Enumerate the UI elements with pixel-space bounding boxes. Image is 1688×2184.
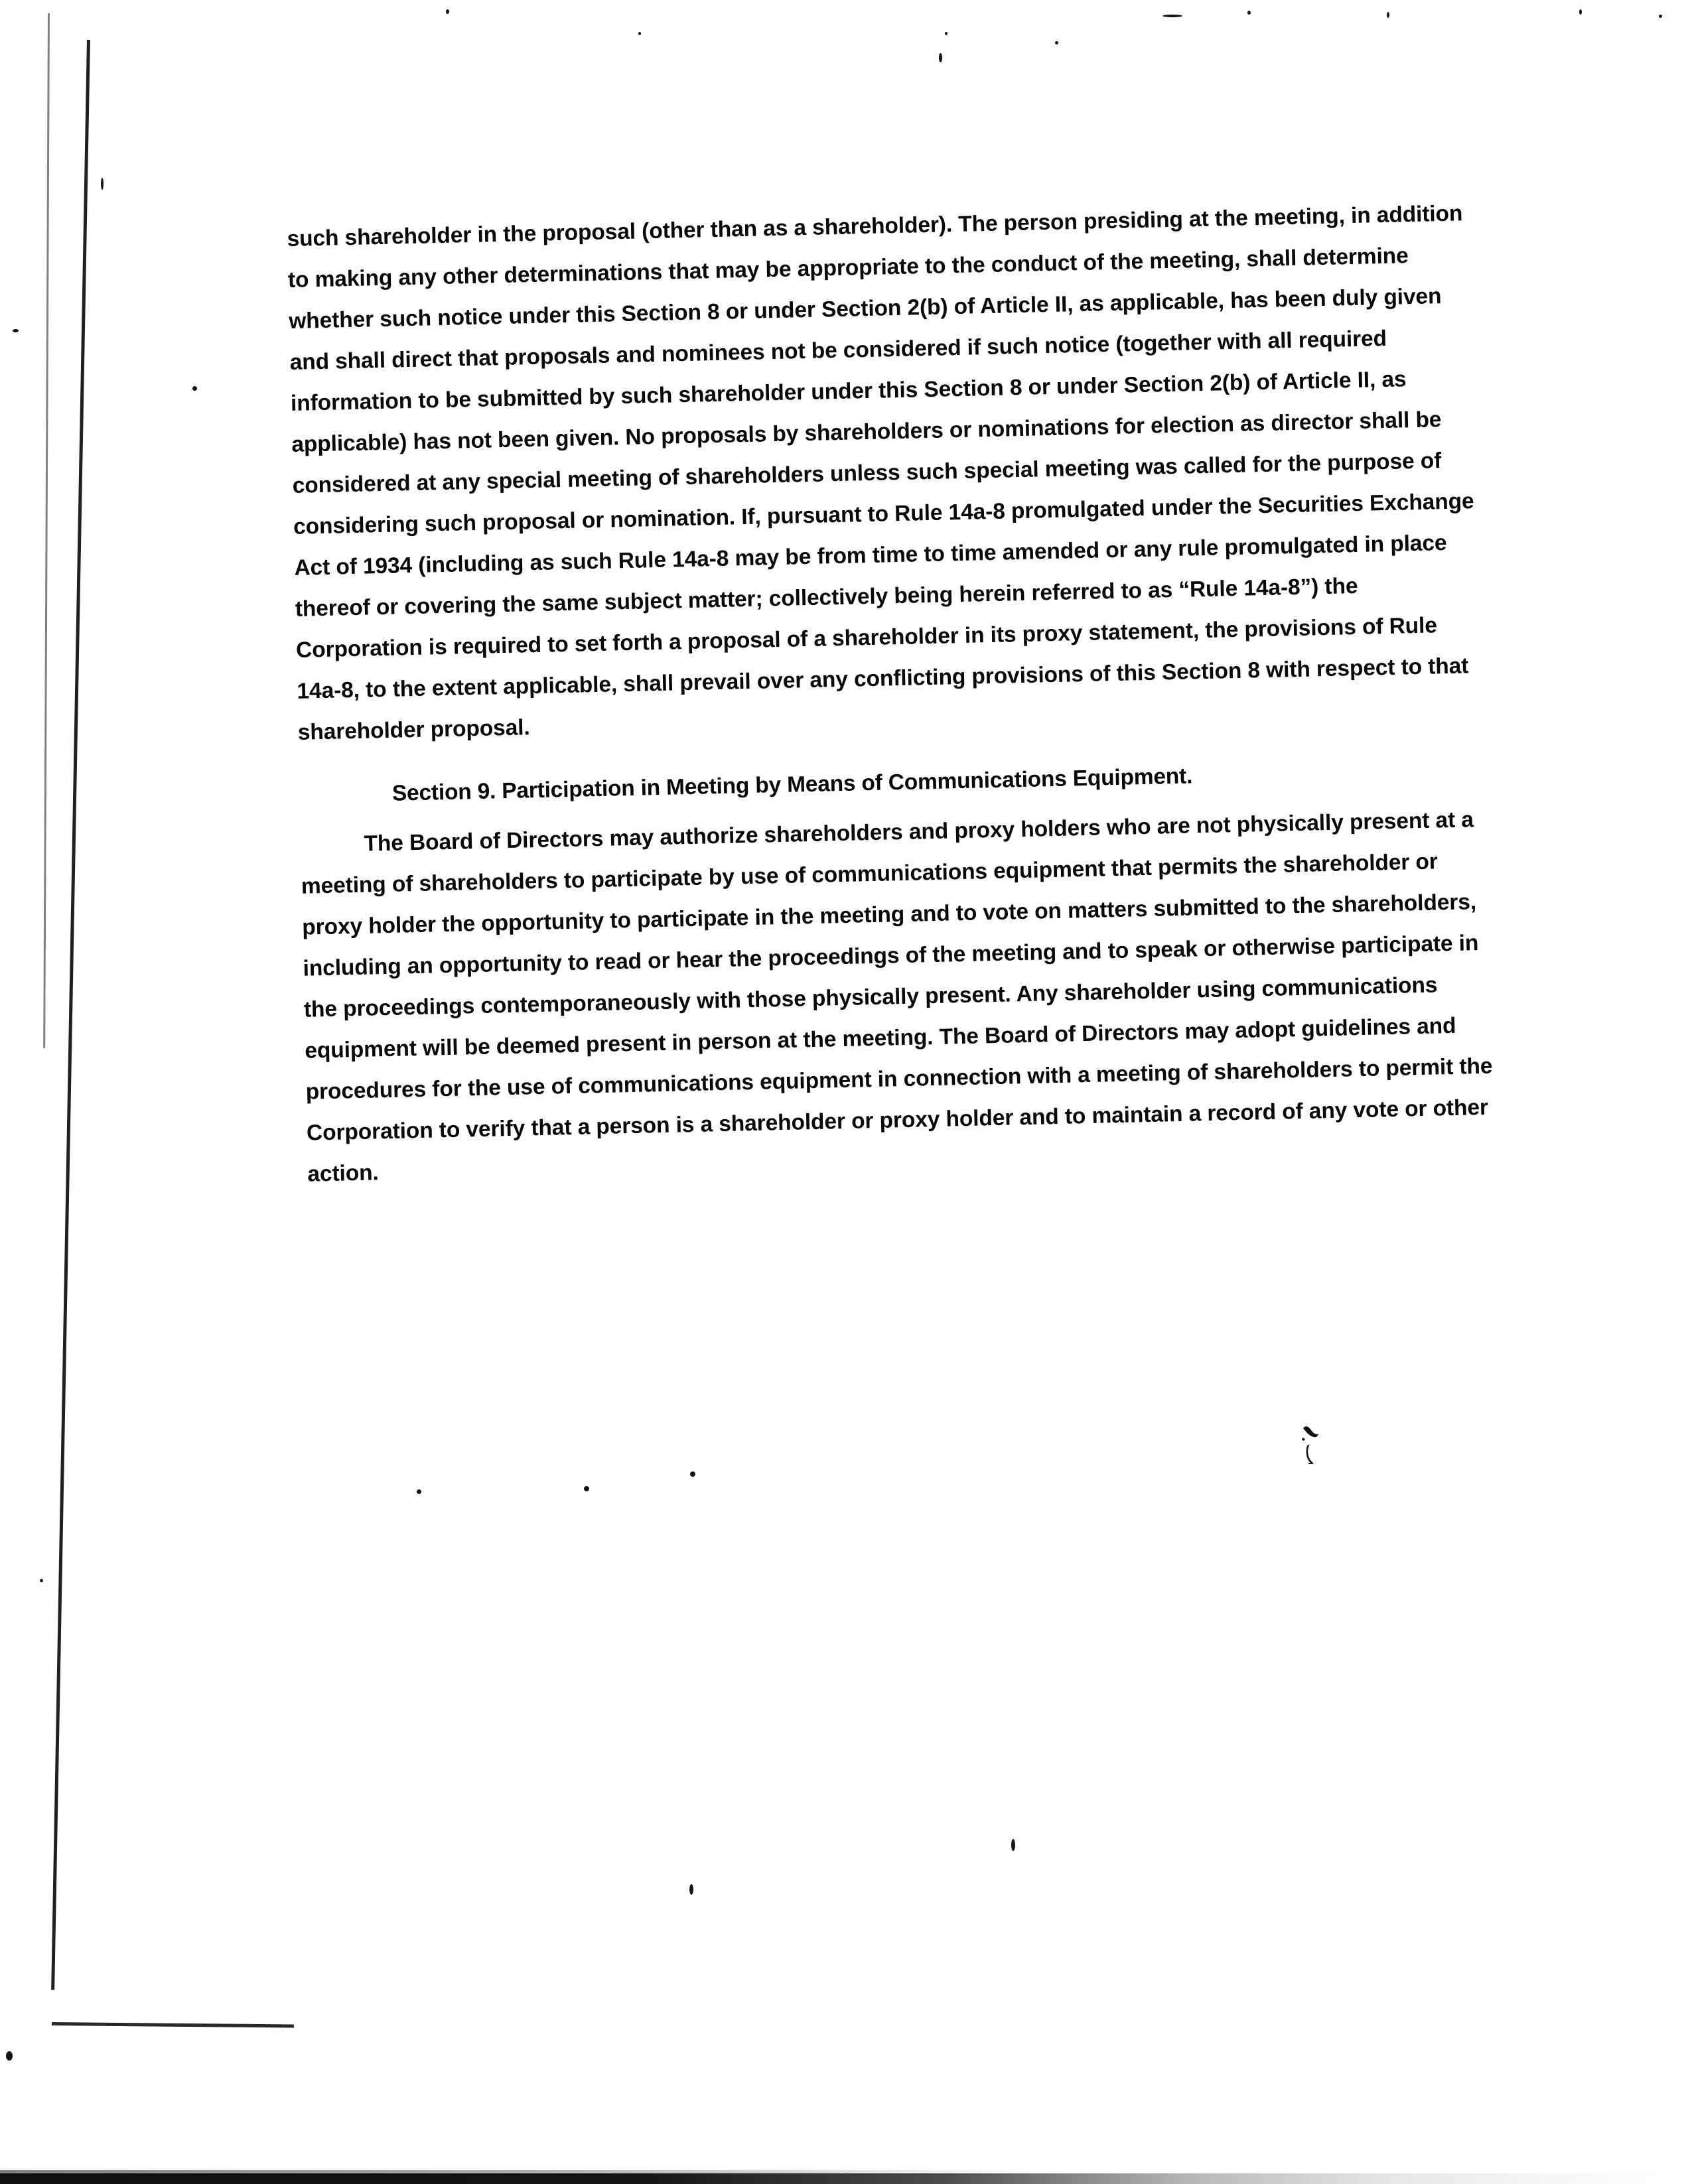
scan-band-bottom xyxy=(0,2173,1688,2184)
dust-speck xyxy=(192,386,197,391)
page-edge-bottom-line xyxy=(52,2022,294,2028)
paragraph-section-9-body: The Board of Directors may authorize shareholders and proxy holders who are not physically present at a meeting of shareholders to participate by use of communications equipment that permits the shareholder or proxy holder the opportunity to participate in the meeting and to vote on matters submitted to the shareholders, including an opportunity to read or hear the proceedings of the meeting and to speak or otherwise participate in the proceedings contemporaneously with those physically present. Any shareholder using communications equipment will be deemed present in person at the meeting. The Board of Directors may adopt guidelines and procedures for the use of communications equipment in connection with a meeting of shareholders to permit the Corporation to verify that a person is a shareholder or proxy holder and to maintain a record of any vote or other action. xyxy=(301,807,1493,1187)
dust-speck xyxy=(13,329,19,332)
dust-speck xyxy=(446,9,449,14)
dust-speck xyxy=(945,32,948,35)
dust-speck xyxy=(689,1884,693,1895)
dust-speck xyxy=(638,32,641,35)
dust-speck xyxy=(417,1489,421,1494)
dust-speck xyxy=(101,178,104,190)
scan-band-bottom-fuzz xyxy=(0,2170,1046,2175)
dust-speck xyxy=(1011,1839,1015,1851)
handwritten-ink-mark xyxy=(1299,1423,1326,1464)
dust-speck xyxy=(939,53,942,62)
dust-speck xyxy=(1055,41,1058,44)
paragraph-section-8-continued: such shareholder in the proposal (other than as a shareholder). The person presiding at the meeting, in addition to making any other determinations that may be appropriate to the conduct of the meeting, shall determine whether such notice under this Section 8 or under Section 2(b) of Article II, as applicable, has been duly given and shall direct that proposals and nominees not be considered if such notice (together with all required information to be submitted by such shareholder under this Section 8 or under Section 2(b) of Article II, as applicable) has not been given. No proposals by shareholders or nominations for election as director shall be considered at any special meeting of shareholders unless such special meeting was called for the purpose of considering such proposal or nomination. If, pursuant to Rule 14a-8 promulgated under the Securities Exchange Act of 1934 (including as such Rule 14a-8 may be from time to time amended or any rule promulgated in place thereof or covering the same subject matter; collectively being herein referred to as “Rule 14a-8”) the Corporation is required to set forth a proposal of a shareholder in its proxy statement, the provisions of Rule 14a-8, to the extent applicable, shall prevail over any conflicting provisions of this Section 8 with respect to that shareholder proposal. xyxy=(287,201,1474,745)
page-edge-left-line xyxy=(51,40,90,1990)
dust-speck xyxy=(1387,12,1389,18)
dust-speck xyxy=(40,1579,43,1582)
document-text-body xyxy=(287,193,1496,1195)
page-edge-left-secondary-line xyxy=(43,13,50,1048)
dust-speck xyxy=(1247,11,1251,15)
dust-speck xyxy=(6,2051,13,2061)
dust-speck xyxy=(1579,9,1582,15)
heading-section-9: Section 9. Participation in Meeting by Means of Communications Equipment. xyxy=(391,764,1193,806)
dust-speck xyxy=(690,1471,695,1477)
dust-speck xyxy=(1162,15,1182,17)
dust-speck xyxy=(584,1486,589,1491)
dust-speck xyxy=(1659,15,1662,18)
